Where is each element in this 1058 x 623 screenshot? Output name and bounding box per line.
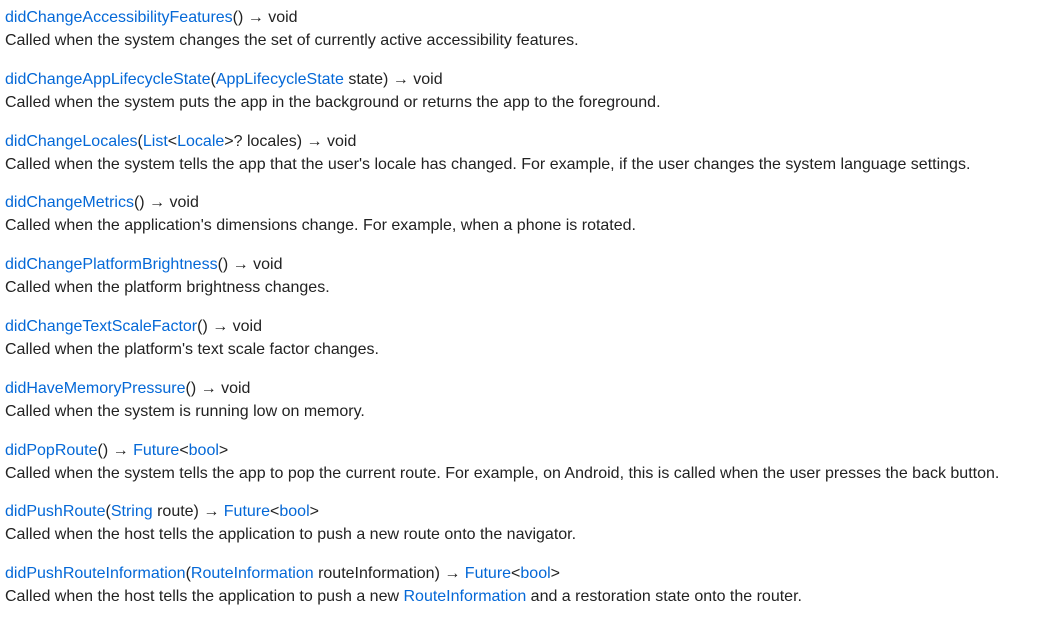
method-name-link[interactable]: didChangePlatformBrightness bbox=[5, 256, 218, 274]
description-text: Called when the system puts the app in the background or returns the app to the foreground. bbox=[5, 93, 661, 111]
type-link[interactable]: List bbox=[142, 132, 168, 150]
method-signature bbox=[5, 254, 1058, 276]
signature-text: state) → void bbox=[343, 70, 443, 88]
signature-text: route) → bbox=[152, 503, 224, 521]
signature-text: ( bbox=[137, 132, 143, 150]
signature-text: < bbox=[270, 503, 280, 521]
signature-text: () → void bbox=[217, 256, 283, 274]
method-item bbox=[5, 192, 1058, 252]
description-text: Called when the system is running low on memory. bbox=[5, 402, 365, 420]
method-description bbox=[5, 339, 1058, 361]
type-link[interactable]: Future bbox=[133, 441, 180, 459]
method-name-link[interactable]: didHaveMemoryPressure bbox=[5, 379, 186, 397]
method-name-link[interactable]: didChangeMetrics bbox=[5, 194, 134, 212]
type-link[interactable]: Future bbox=[223, 503, 271, 521]
description-text: and a restoration state onto the router. bbox=[526, 588, 802, 606]
description-text: Called when the platform's text scale factor changes. bbox=[5, 341, 379, 358]
type-link[interactable]: bool bbox=[279, 503, 310, 521]
method-description bbox=[5, 463, 1058, 485]
method-name-link[interactable]: didChangeAppLifecycleState bbox=[5, 70, 211, 88]
type-link[interactable]: bool bbox=[520, 565, 551, 583]
type-link[interactable]: RouteInformation bbox=[403, 588, 527, 606]
signature-text: >? locales) → void bbox=[224, 132, 357, 150]
method-name-link[interactable]: didPushRoute bbox=[5, 503, 106, 521]
signature-text: () → void bbox=[185, 379, 251, 397]
method-item bbox=[5, 378, 1058, 438]
signature-text: < bbox=[179, 441, 189, 459]
method-signature bbox=[5, 378, 1058, 400]
description-text: Called when the platform brightness changes. bbox=[5, 279, 330, 297]
signature-text: < bbox=[511, 565, 521, 583]
type-link[interactable]: AppLifecycleState bbox=[215, 70, 344, 88]
signature-text: () → void bbox=[197, 318, 263, 335]
description-text: Called when the host tells the application to push a new bbox=[5, 588, 404, 606]
description-text: Called when the system changes the set of currently active accessibility features. bbox=[5, 32, 579, 49]
method-description bbox=[5, 277, 1058, 299]
signature-text: < bbox=[167, 132, 178, 150]
type-link[interactable]: Locale bbox=[177, 132, 225, 150]
signature-text: () → bbox=[97, 441, 134, 459]
method-signature bbox=[5, 316, 1058, 338]
method-item bbox=[5, 316, 1058, 376]
method-description bbox=[5, 30, 1058, 52]
signature-text: > bbox=[550, 565, 560, 583]
method-description bbox=[5, 401, 1058, 423]
method-description bbox=[5, 524, 1058, 546]
method-name-link[interactable]: didChangeLocales bbox=[5, 132, 138, 150]
method-item bbox=[5, 7, 1058, 67]
type-link[interactable]: Future bbox=[464, 565, 512, 583]
method-name-link[interactable]: didPopRoute bbox=[5, 441, 98, 459]
type-link[interactable]: bool bbox=[188, 441, 219, 459]
signature-text: () → void bbox=[232, 9, 298, 26]
method-signature bbox=[5, 563, 1058, 585]
method-item bbox=[5, 440, 1058, 500]
method-description bbox=[5, 92, 1058, 114]
method-signature bbox=[5, 192, 1058, 214]
method-name-link[interactable]: didPushRouteInformation bbox=[5, 565, 186, 583]
signature-text: > bbox=[309, 503, 319, 521]
description-text: Called when the host tells the application to push a new route onto the navigator. bbox=[5, 526, 577, 544]
method-name-link[interactable]: didChangeTextScaleFactor bbox=[5, 318, 198, 335]
method-signature bbox=[5, 440, 1058, 462]
method-item bbox=[5, 254, 1058, 314]
method-item bbox=[5, 69, 1058, 129]
description-text: Called when the system tells the app that the user's locale has changed. For example, if the user changes the system language settings. bbox=[5, 155, 971, 173]
method-description bbox=[5, 215, 1058, 237]
method-signature bbox=[5, 131, 1058, 153]
method-description bbox=[5, 586, 1058, 608]
method-name-link[interactable]: didChangeAccessibilityFeatures bbox=[5, 9, 233, 26]
signature-text: routeInformation) → bbox=[313, 565, 465, 583]
signature-text: ( bbox=[105, 503, 111, 521]
signature-text: ( bbox=[185, 565, 191, 583]
description-text: Called when the system tells the app to pop the current route. For example, on Android, this is called when the user presses the back button. bbox=[5, 464, 1000, 482]
method-item bbox=[5, 563, 1058, 623]
method-signature bbox=[5, 69, 1058, 91]
description-text: Called when the application's dimensions change. For example, when a phone is rotated. bbox=[5, 217, 636, 235]
signature-text: > bbox=[218, 441, 229, 459]
method-item bbox=[5, 131, 1058, 191]
method-signature bbox=[5, 501, 1058, 523]
method-signature bbox=[5, 7, 1058, 29]
type-link[interactable]: RouteInformation bbox=[190, 565, 314, 583]
method-item bbox=[5, 501, 1058, 561]
method-description bbox=[5, 154, 1058, 176]
signature-text: () → void bbox=[133, 194, 199, 212]
type-link[interactable]: String bbox=[110, 503, 153, 521]
signature-text: ( bbox=[210, 70, 216, 88]
